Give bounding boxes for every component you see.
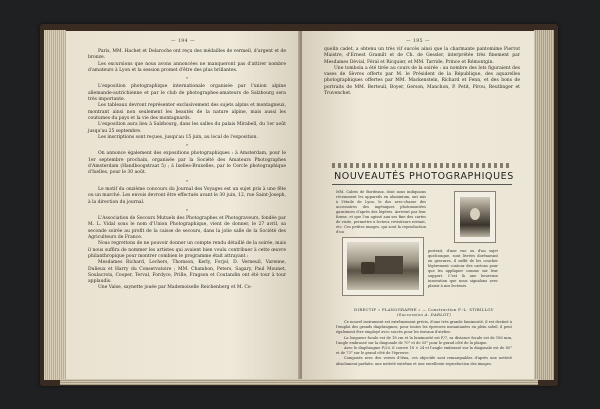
separator: *	[186, 178, 188, 184]
horse-shape	[361, 262, 375, 274]
separator: *	[186, 207, 188, 213]
left-page-body	[88, 49, 286, 292]
portrait-face	[470, 208, 480, 220]
paragraph: Les excursions que nous avons annoncées ne manqueront pas d'attirer nombre d'amateurs à Lyon et la session promet d'être des plus brillantes.	[88, 61, 286, 73]
paragraph: Les tableaux devront représenter exclusivement des sujets alpins et montagneux, montrant ainsi non seulement les beautés de la nature alpine, mais aussi les coutumes du pays et la vie des montagnards.	[88, 103, 286, 121]
item-text-2: Ces petites images, qui sont la reproduction d'un	[336, 225, 426, 234]
product-description	[336, 320, 512, 367]
left-page	[66, 31, 300, 379]
paragraph: On annonce également des expositions photographiques : à Amsterdam, pour le 1er septembre prochain, organisée par la Société des Amateurs Photographes d'Amsterdam (Handboogstraat 5) ; à Ixelles-Bruxelles, par le Cercle photographique d'Ixelles, pour le 30 août.	[88, 151, 286, 176]
paragraph: Une tombola a été tirée au cours de la soirée : au nombre des lots figuraient des vases de Sèvres offerts par M. le Président de la République, des aquarelles photographiques offertes par MM. Mackenstein, Richard et Fenn, et des bons de portraits de MM. Berteuil, Boyer, Gerson, Manchon, P. Petit, Pirou, Reutlinger et Truvenchet.	[324, 65, 520, 97]
street-scene-image	[347, 242, 419, 290]
product-caption	[336, 307, 512, 317]
section-title: NOUVEAUTÉS PHOTOGRAPHIQUES	[334, 171, 514, 182]
paragraph: L'exposition photographique internationale organisée par l'union alpine allemande-autrichienne et par le club de photographes-amateurs de Salzbourg sera très importante.	[88, 84, 286, 103]
paragraph: Mesdames Richard, Lechers, Thomson, Kerly, Forjol, D. Verneuil, Varenne, Dulieux et Harry du Conservatoire ; MM. Chambon, Peters, Sagary, Paul Mounet, Soulacroix, Cooper, Terval, Fordyce, Prille, Fragson et Coutandin ont été tour à tour applaudis.	[88, 260, 286, 285]
title-rule	[332, 184, 512, 185]
page-number: — 194 —	[171, 39, 195, 44]
paragraph: La longueur focale est de 18 cm et la luminosité est F/7, sa distance focale est de 180 mm, l'angle embrassé sur la diagonale de 70° et de 55° pour le grand côté de la plaque.	[336, 335, 512, 345]
paragraph: Paris, MM. Hachet et Delaroche ont reçu des médailles de vermeil, d'argent et de bronze.	[88, 49, 286, 61]
right-page	[302, 31, 534, 379]
paragraph: Nous regrettons de ne pouvoir donner un compte rendu détaillé de la soirée, mais il nous suffira de nommer les artistes qui avaient bien voulu contribuer à cette œuvre philanthropique pour montrer combien le programme était attrayant :	[88, 241, 287, 259]
paragraph: Composés avec des verres d'Iéna, ces objectifs sont remarquables d'après une netteté absolument parfaite, une netteté extrême et une excellente reproduction des images.	[336, 356, 512, 366]
paragraph: Ce nouvel instrument est extrêmement précis, d'une très grande luminosité, il est destiné à l'emploi des grands diaphragmes, pour toutes les épreuves instantanées en plein soleil, il peut également être employé avec succès pour les travaux d'atelier.	[336, 320, 512, 335]
tram-shape	[375, 256, 403, 274]
paragraph: L'exposition aura lieu à Salzbourg, dans les salles du palais Mirabell, du 1er août jusqu'au 25 septembre.	[88, 122, 286, 134]
ornament-divider	[332, 163, 512, 168]
portrait-photo	[454, 191, 496, 243]
paragraph: Les inscriptions sont reçues, jusqu'au 15 juin, au local de l'exposition.	[98, 134, 258, 140]
item-description	[336, 190, 426, 235]
item-text: MM. Cabris de Bordeaux, dont nous indiquions récemment les appareils en aluminium, ont mis à l'étude de Lyon, le dos avec-chasse des accessoires des ingéniques photomontées garnitures d'après des légères. Arrivent par leur forme, et que l'on agissé aux ses fine des cartes de visite, permettre à lecteur, revisiteurs restant, etc.	[336, 190, 427, 229]
page-stack-right	[534, 30, 554, 380]
right-page-intro	[324, 47, 520, 97]
paragraph: L'Association de Secours Mutuels des Photographes et Photograveurs, fondée par M. L. Vidal sous le nom d'Union Photographique, vient de donner, le 27 avril, sa seconde soirée au profit de la caisse de secours, dans la jolie salle de la Société des Agriculteurs de France.	[88, 216, 286, 241]
separator: *	[186, 76, 188, 82]
caption-line-1: DIRECTIF « PLANOGRAPHE » — Construction F.-L. STIBILLOV	[354, 307, 494, 312]
page-number: — 195 —	[406, 39, 430, 44]
caption-line-2: (Succession A. DARLOT)	[396, 312, 452, 317]
page-stack-left	[44, 30, 66, 380]
separator: *	[186, 143, 188, 149]
paragraph: Avec le diaphragme F/20, il couvre 18 × 24 et l'angle embrassé sur la diagonale est de 85° et de 73° sur le grand côté de l'épreuve.	[336, 346, 512, 356]
street-scene-photo	[342, 237, 424, 296]
paragraph: Le motif du onzième concours du Journal des Voyages est un sujet pris à une fête ou un marché. Les envois devront être effectués avant le 30 juin, 12, rue Saint-Joseph, à la direction du journal.	[88, 186, 286, 205]
side-text: portrait, d'une vue ou d'un sujet quelconque, sont livrées dorénavant en gravures, il suffit de les coucher légèrement contour des cartons pour que les appliquer comme sur leur support. C'est là une heureuse innovation que nous signalons avec plaisir à nos lecteurs.	[428, 249, 498, 288]
portrait-image	[460, 197, 490, 237]
page-stack-bottom	[60, 379, 538, 385]
paragraph: quelin cadet, a obtenu un très vif succès ainsi que la charmante pantomime Pierrot Maistre, d'Ernest Gramilt et de Ch. de Gessler, interprétée très finement par Mesdames Dévial, Féral et Ricquier, et MM. Tarride, Prince et Rémontgin.	[324, 47, 520, 65]
paragraph: Une Valse, saynette jouée par Mademoiselle Reichenberg et M. Co-	[98, 285, 252, 291]
